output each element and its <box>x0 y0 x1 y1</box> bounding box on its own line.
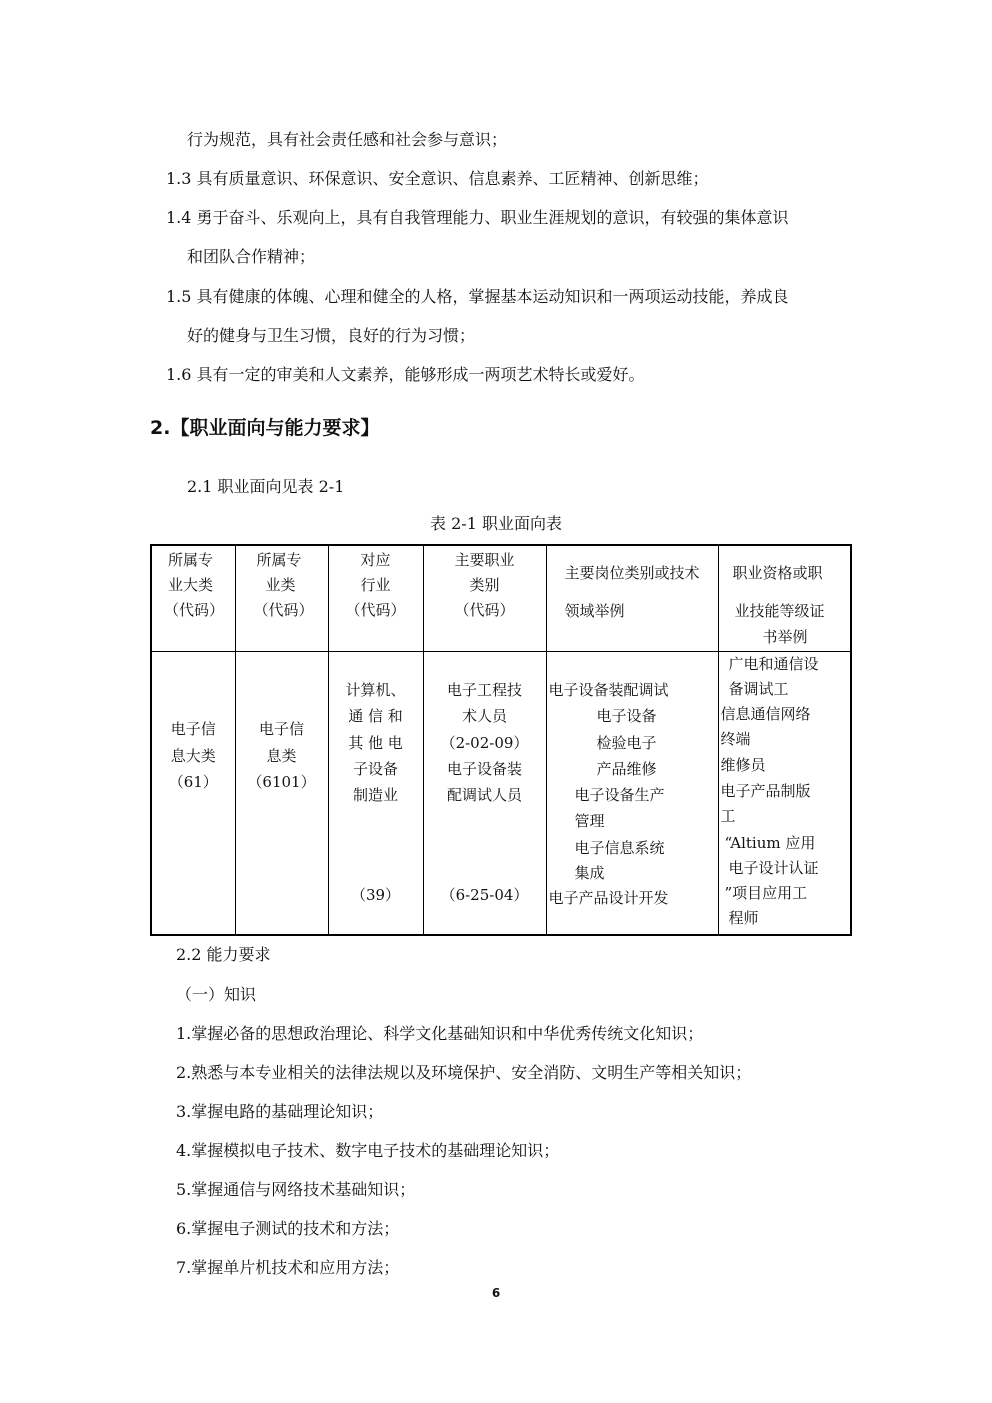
cell-text: 电子产品制版 <box>720 781 811 800</box>
cell-text: 息大类 <box>170 746 216 765</box>
cell-positions <box>546 651 718 935</box>
header-positions <box>546 545 718 651</box>
cell-text: 电子设备装 <box>446 759 522 778</box>
header-occupation <box>423 545 546 651</box>
cell-text: 电子信 <box>170 719 216 738</box>
table-row <box>151 651 851 935</box>
cell-text: 检验电子 <box>596 733 657 752</box>
table-caption: 表 2-1 职业面向表 <box>430 514 562 533</box>
header-text: 主要职业 <box>454 551 515 569</box>
cell-text: 信息通信网络 <box>720 704 811 723</box>
header-text: 业大类 <box>168 576 214 594</box>
cell-industry <box>328 651 423 935</box>
intro-item-1-5: 1.5 具有健康的体魄、心理和健全的人格，掌握基本运动知识和一两项运动技能，养成良 <box>166 287 789 306</box>
header-text: 业类 <box>265 576 296 594</box>
header-text: （代码） <box>345 601 406 619</box>
header-text: 主要岗位类别或技术 <box>564 564 700 582</box>
header-industry <box>328 545 423 651</box>
cell-text: 维修员 <box>720 755 766 774</box>
header-text: 对应 <box>360 551 391 569</box>
table-header-row <box>151 545 851 651</box>
page-number: 6 <box>491 1286 501 1300</box>
cell-text: 电子工程技 <box>446 680 522 699</box>
knowledge-item: 6.掌握电子测试的技术和方法； <box>176 1219 400 1238</box>
cell-text: 术人员 <box>461 706 507 725</box>
cell-text: 集成 <box>574 863 605 882</box>
header-certificates <box>718 545 851 651</box>
cell-text: 电子产品设计开发 <box>548 888 669 907</box>
header-text: 行业 <box>360 576 391 594</box>
header-text: 所属专 <box>168 551 214 569</box>
intro-line: 行为规范，具有社会责任感和社会参与意识； <box>187 130 508 149</box>
header-text: 类别 <box>469 576 500 594</box>
header-text: （代码） <box>253 601 314 619</box>
cell-text: 备调试工 <box>728 679 789 698</box>
knowledge-item: 4.掌握模拟电子技术、数字电子技术的基础理论知识； <box>176 1141 560 1160</box>
intro-item-1-3: 1.3 具有质量意识、环保意识、安全意识、信息素养、工匠精神、创新思维； <box>166 169 709 188</box>
header-text: 领域举例 <box>564 602 625 620</box>
knowledge-item: 7.掌握单片机技术和应用方法； <box>176 1258 400 1277</box>
cell-major-class <box>235 651 328 935</box>
intro-item-1-4: 1.4 勇于奋斗、乐观向上，具有自我管理能力、职业生涯规划的意识，有较强的集体意识 <box>166 208 789 227</box>
header-text: 职业资格或职 <box>732 564 823 582</box>
cell-text: ”项目应用工 <box>724 883 808 902</box>
cell-text: 子设备 <box>352 759 398 778</box>
cell-text: 电子信息系统 <box>574 838 665 857</box>
cell-text: “Altium 应用 <box>724 833 816 852</box>
cell-text: （2-02-09） <box>440 733 529 752</box>
intro-item-1-5-cont: 好的健身与卫生习惯，良好的行为习惯； <box>187 326 476 345</box>
cell-text: 计算机、 <box>345 680 406 699</box>
header-text: 所属专 <box>256 551 302 569</box>
cell-text: （61） <box>168 772 218 791</box>
header-major-category <box>151 545 235 651</box>
knowledge-item: 3.掌握电路的基础理论知识； <box>176 1102 384 1121</box>
cell-text: 工 <box>720 806 736 825</box>
occupation-table <box>150 544 852 936</box>
cell-certificates <box>718 651 851 935</box>
cell-text: 配调试人员 <box>446 785 522 804</box>
header-text: 书举例 <box>762 628 808 646</box>
cell-text: 电子设备生产 <box>574 785 665 804</box>
cell-text: 广电和通信设 <box>728 654 819 673</box>
cell-text: 电子信 <box>258 719 304 738</box>
cell-occupation <box>423 651 546 935</box>
intro-item-1-4-cont: 和团队合作精神； <box>187 247 316 266</box>
cell-text: 其 他 电 <box>348 733 403 752</box>
cell-text: 制造业 <box>352 785 398 804</box>
sub-heading-2-1: 2.1 职业面向见表 2-1 <box>187 477 345 496</box>
section-heading: 2.【职业面向与能力要求】 <box>150 417 380 439</box>
cell-text: 管理 <box>574 811 605 830</box>
cell-text: （6101） <box>247 772 316 791</box>
cell-text: 产品维修 <box>596 759 657 778</box>
header-text: 业技能等级证 <box>734 602 825 620</box>
header-text: （代码） <box>164 601 225 619</box>
sub-heading-2-2: 2.2 能力要求 <box>176 945 271 964</box>
knowledge-item: 5.掌握通信与网络技术基础知识； <box>176 1180 416 1199</box>
cell-text: 息类 <box>266 746 297 765</box>
cell-text: 程师 <box>728 908 759 927</box>
cell-text: 终端 <box>720 729 751 748</box>
knowledge-item: 2.熟悉与本专业相关的法律法规以及环境保护、安全消防、文明生产等相关知识； <box>176 1063 752 1082</box>
knowledge-item: 1.掌握必备的思想政治理论、科学文化基础知识和中华优秀传统文化知识； <box>176 1024 704 1043</box>
cell-text: 电子设计认证 <box>728 858 819 877</box>
cell-text: 通 信 和 <box>348 706 403 725</box>
header-text: （代码） <box>454 601 515 619</box>
cell-text: （6-25-04） <box>440 885 529 904</box>
intro-item-1-6: 1.6 具有一定的审美和人文素养，能够形成一两项艺术特长或爱好。 <box>166 365 645 384</box>
cell-text: 电子设备 <box>596 706 657 725</box>
cell-text: 电子设备装配调试 <box>548 680 669 699</box>
cell-major-category <box>151 651 235 935</box>
cell-text: （39） <box>350 885 401 904</box>
header-major-class <box>235 545 328 651</box>
knowledge-heading: （一）知识 <box>176 985 257 1004</box>
